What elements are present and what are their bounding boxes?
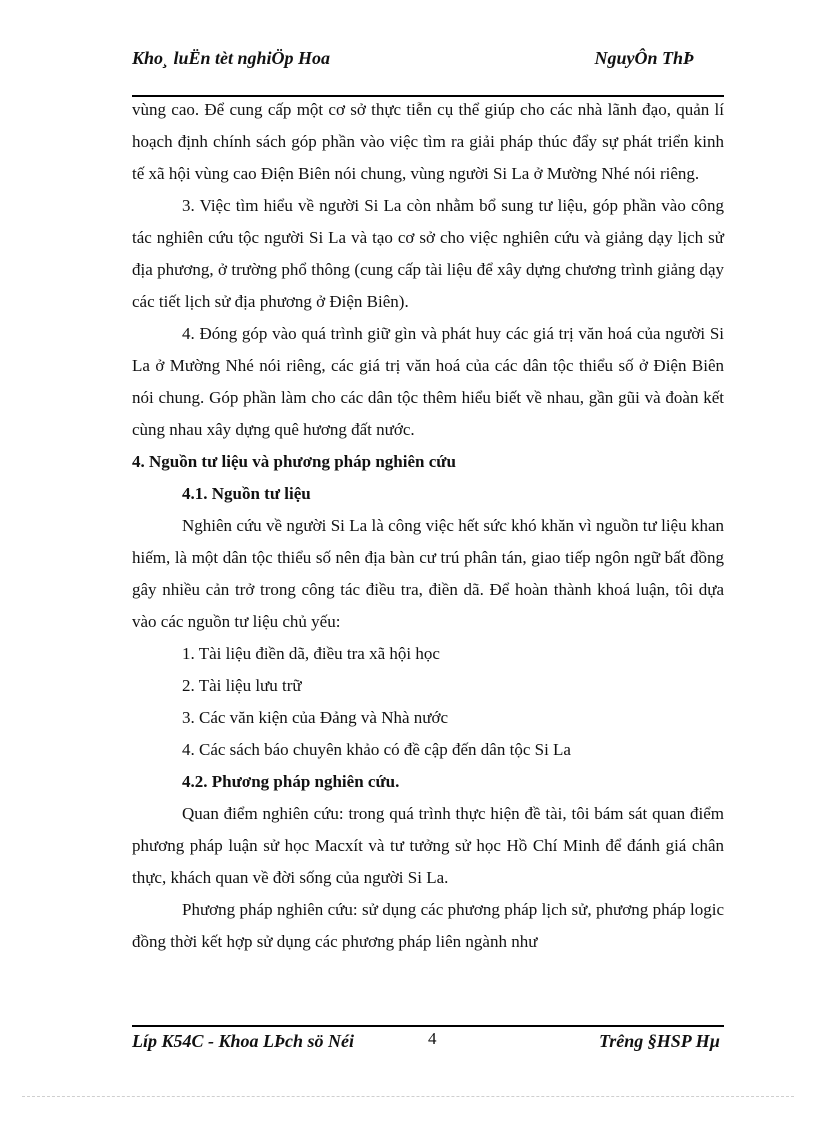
subsection-heading-4-2: 4.2. Phương pháp nghiên cứu.: [182, 772, 400, 791]
page-body: [132, 94, 724, 958]
header-thesis-title: Kho¸ luËn tèt nghiÖp Hoa: [132, 48, 331, 68]
paragraph-sources-intro: Nghiên cứu về người Si La là công việc hết sức khó khăn vì nguồn tư liệu khan hiếm, là một dân tộc thiểu số nên địa bàn cư trú phân tán, giao tiếp ngôn ngữ bất đồng gây nhiều cản trở trong công tác điều tra, điền dã. Để hoàn thành khoá luận, tôi dựa vào các nguồn tư liệu chủ yếu:: [132, 516, 724, 631]
page-footer: [132, 1029, 724, 1079]
paragraph-continuation: vùng cao. Để cung cấp một cơ sở thực tiễn cụ thể giúp cho các nhà lãnh đạo, quản lí hoạch định chính sách góp phần vào việc tìm ra giải pháp thúc đẩy sự phát triển kinh tế xã hội vùng cao Điện Biên nói chung, vùng người Si La ở Mường Nhé nói riêng.: [132, 100, 724, 183]
page-number: 4: [428, 1029, 437, 1048]
list-item: 2. Tài liệu lưu trữ: [182, 676, 302, 695]
footer-divider: [132, 1025, 724, 1027]
list-item: 1. Tài liệu điền dã, điều tra xã hội học: [182, 644, 440, 663]
paragraph-item-3: 3. Việc tìm hiểu về người Si La còn nhằm bổ sung tư liệu, góp phần vào công tác nghiên cứu tộc người Si La và tạo cơ sở cho việc nghiên cứu và giảng dạy lịch sử địa phương, ở trường phổ thông (cung cấp tài liệu để xây dựng chương trình giảng dạy các tiết lịch sử địa phương ở Điện Biên).: [132, 196, 724, 311]
paragraph-item-4: 4. Đóng góp vào quá trình giữ gìn và phát huy các giá trị văn hoá của người Si La ở Mường Nhé nói riêng, các giá trị văn hoá của các dân tộc thiểu số ở Điện Biên nói chung. Góp phần làm cho các dân tộc thêm hiểu biết về nhau, gần gũi và đoàn kết cùng nhau xây dựng quê hương đất nước.: [132, 324, 724, 439]
section-heading-4: 4. Nguồn tư liệu và phương pháp nghiên cứu: [132, 452, 456, 471]
list-item: 3. Các văn kiện của Đảng và Nhà nước: [182, 708, 449, 727]
footer-class: Líp K54C - Khoa LÞch sö Néi: [132, 1031, 355, 1051]
header-author: NguyÔn ThÞ: [594, 48, 694, 68]
page-header: [132, 46, 724, 96]
list-item: 4. Các sách báo chuyên khảo có đề cập đến dân tộc Si La: [182, 740, 571, 759]
subsection-heading-4-1: 4.1. Nguồn tư liệu: [182, 484, 311, 503]
footer-university: Trêng §HSP Hµ: [598, 1031, 720, 1051]
page-break-line: [22, 1096, 794, 1097]
paragraph-methods: Phương pháp nghiên cứu: sử dụng các phương pháp lịch sử, phương pháp logic đồng thời kết hợp sử dụng các phương pháp liên ngành như: [132, 900, 724, 951]
paragraph-viewpoint: Quan điểm nghiên cứu: trong quá trình thực hiện đề tài, tôi bám sát quan điểm phương pháp luận sử học Macxít và tư tưởng sử học Hồ Chí Minh để đánh giá chân thực, khách quan về đời sống của người Si La.: [132, 804, 724, 887]
